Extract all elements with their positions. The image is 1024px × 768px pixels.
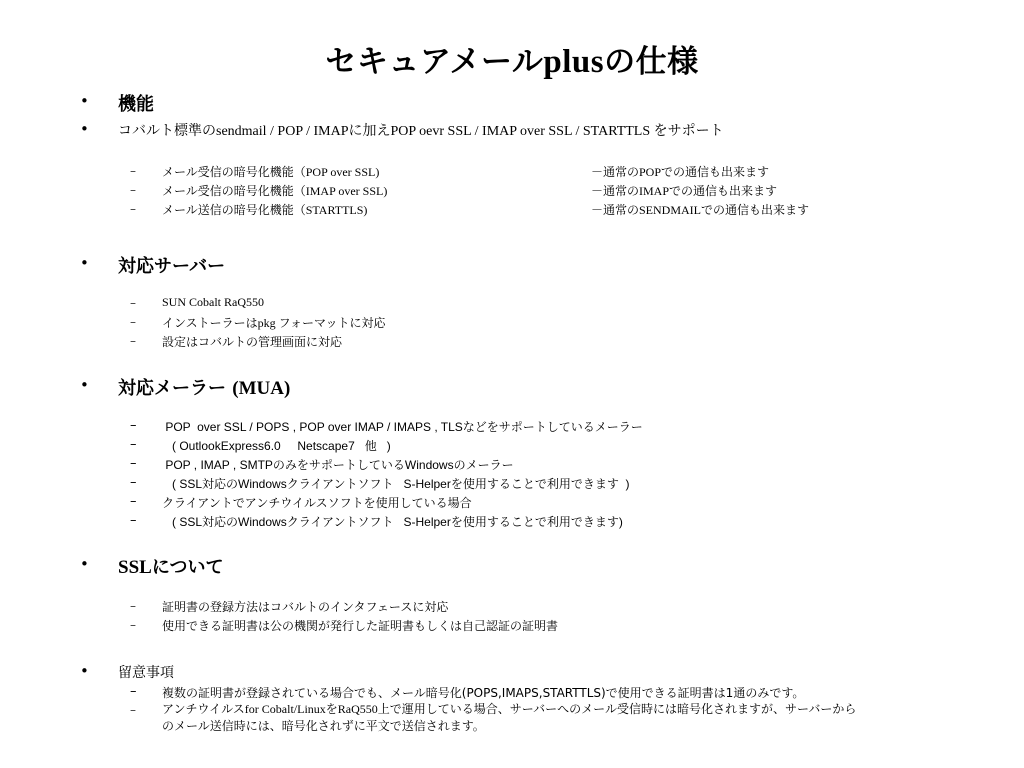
dash-icon: – xyxy=(130,456,137,471)
mua-heading xyxy=(118,374,290,400)
notes-item-line: アンチウイルスfor Cobalt/LinuxをRaQ550上で運用している場合、サーバーへのメール受信時には暗号化されますが、サーバーから xyxy=(162,702,857,716)
features-heading: 機能 xyxy=(118,94,154,115)
features-item-left: メール受信の暗号化機能（IMAP over SSL) xyxy=(162,184,388,198)
bullet-icon: • xyxy=(80,120,89,138)
dash-icon: – xyxy=(130,296,136,310)
dash-icon: – xyxy=(130,437,137,452)
features-item-right: －通常のIMAPでの通信も出来ます xyxy=(591,184,778,198)
mua-item: クライアントでアンチウイルスソフトを使用している場合 xyxy=(162,496,472,510)
notes-item-line: のメール送信時には、暗号化されずに平文で送信されます。 xyxy=(162,719,485,733)
notes-item: 複数の証明書が登録されている場合でも、メール暗号化(POPS,IMAPS,STARTTLS)で使用できる証明書は1通のみです。 xyxy=(162,686,805,700)
dash-icon: – xyxy=(130,202,136,216)
slide-title xyxy=(0,36,1024,81)
dash-icon: – xyxy=(130,475,137,490)
dash-icon: – xyxy=(130,418,137,433)
bullet-icon: • xyxy=(80,254,89,272)
notes-heading: 留意事項 xyxy=(118,665,174,681)
features-item-right: －通常のSENDMAILでの通信も出来ます xyxy=(591,203,809,217)
mua-item: POP , IMAP , SMTPのみをサポートしているWindowsのメーラー xyxy=(162,458,514,472)
dash-icon: – xyxy=(130,315,136,329)
dash-icon: – xyxy=(130,703,136,717)
bullet-icon: • xyxy=(80,555,89,573)
mua-heading-latin: (MUA) xyxy=(232,378,291,399)
ssl-heading xyxy=(118,553,223,579)
features-item-left: メール受信の暗号化機能（POP over SSL) xyxy=(162,165,380,179)
features-item-left: メール送信の暗号化機能（STARTTLS) xyxy=(162,203,368,217)
dash-icon: – xyxy=(130,513,137,528)
dash-icon: – xyxy=(130,164,136,178)
ssl-heading-ja: について xyxy=(151,557,224,578)
title-tail: の仕様 xyxy=(604,44,699,80)
features-line: コバルト標準のsendmail / POP / IMAPに加えPOP oevr SSL / IMAP over SSL / STARTTLS をサポート xyxy=(118,124,724,139)
title-japanese: セキュアメール xyxy=(325,44,544,80)
bullet-icon: • xyxy=(80,376,89,394)
servers-heading: 対応サーバー xyxy=(118,256,226,277)
servers-item: SUN Cobalt RaQ550 xyxy=(162,295,264,309)
mua-item: ( SSL対応のWindowsクライアントソフト S-Helperを使用することで利用できます ) xyxy=(162,477,630,491)
mua-item: POP over SSL / POPS , POP over IMAP / IMAPS , TLSなどをサポートしているメーラー xyxy=(162,420,643,434)
mua-item: ( OutlookExpress6.0 Netscape7 他 ) xyxy=(162,439,391,453)
dash-icon: – xyxy=(130,334,136,348)
ssl-item: 証明書の登録方法はコバルトのインタフェースに対応 xyxy=(162,600,449,614)
dash-icon: – xyxy=(130,599,136,613)
features-item-right: －通常のPOPでの通信も出来ます xyxy=(591,165,770,179)
bullet-icon: • xyxy=(80,662,89,680)
dash-icon: – xyxy=(130,183,136,197)
notes-item-multiline xyxy=(162,701,856,735)
dash-icon: – xyxy=(130,684,137,699)
servers-item: インストーラーはpkg フォーマットに対応 xyxy=(162,316,386,330)
title-latin: plus xyxy=(543,44,605,80)
dash-icon: – xyxy=(130,494,137,509)
mua-item: ( SSL対応のWindowsクライアントソフト S-Helperを使用することで利用できます) xyxy=(162,515,623,529)
ssl-heading-latin: SSL xyxy=(118,557,152,578)
ssl-item: 使用できる証明書は公の機関が発行した証明書もしくは自己認証の証明書 xyxy=(162,619,559,633)
mua-heading-ja: 対応メーラー xyxy=(118,378,233,399)
dash-icon: – xyxy=(130,618,136,632)
servers-item: 設定はコバルトの管理画面に対応 xyxy=(162,335,343,349)
bullet-icon: • xyxy=(80,92,89,110)
